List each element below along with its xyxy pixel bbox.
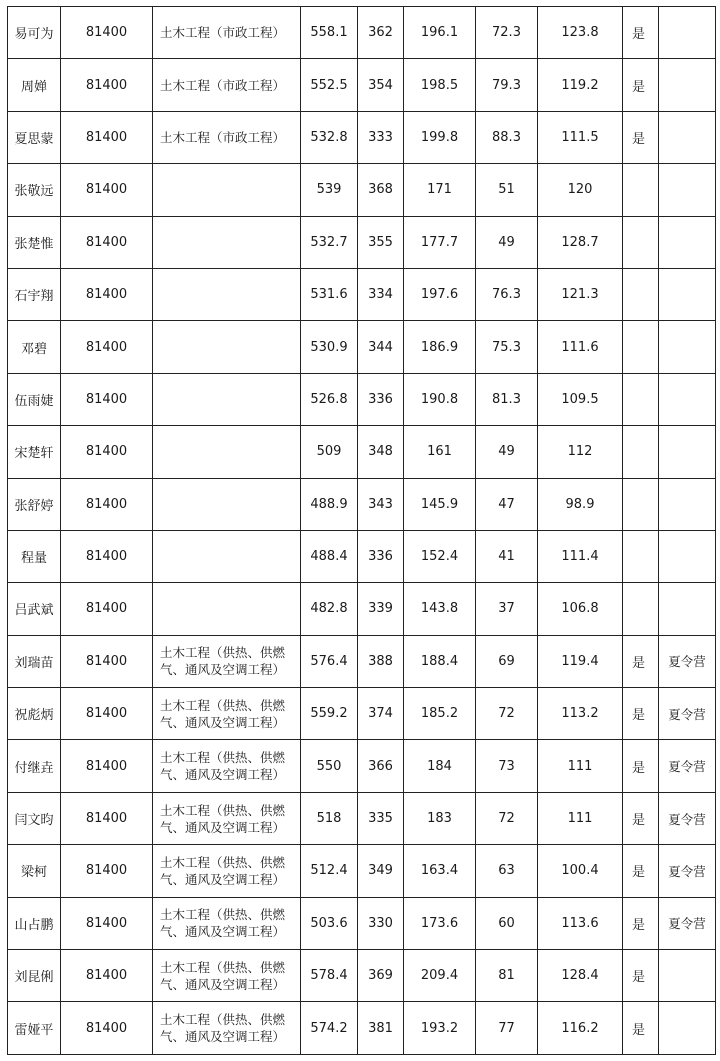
score-cell: 369 — [358, 950, 404, 1002]
major-cell — [153, 950, 301, 1002]
total-score-cell: 531.6 — [301, 268, 358, 320]
note-cell: 夏令营 — [659, 688, 716, 740]
score-cell: 366 — [358, 740, 404, 792]
table-row — [8, 111, 716, 163]
score-cell: 73 — [476, 740, 538, 792]
score-cell: 193.2 — [404, 1002, 476, 1054]
score-cell: 343 — [358, 478, 404, 530]
code-cell: 81400 — [61, 426, 153, 478]
note-cell: 夏令营 — [659, 845, 716, 897]
total-score-cell: 559.2 — [301, 688, 358, 740]
note-cell: 夏令营 — [659, 792, 716, 844]
score-cell: 113.2 — [538, 688, 623, 740]
score-cell: 143.8 — [404, 583, 476, 635]
table-row — [8, 897, 716, 949]
score-cell: 63 — [476, 845, 538, 897]
score-cell: 186.9 — [404, 321, 476, 373]
total-score-cell: 532.8 — [301, 111, 358, 163]
name-cell: 梁柯 — [8, 845, 61, 897]
score-cell: 111 — [538, 740, 623, 792]
note-cell — [659, 268, 716, 320]
total-score-cell: 539 — [301, 164, 358, 216]
score-cell: 72 — [476, 792, 538, 844]
score-cell: 128.7 — [538, 216, 623, 268]
major-line: 土木工程（供热、供燃 — [160, 697, 286, 713]
code-cell: 81400 — [61, 321, 153, 373]
name-cell: 刘昆俐 — [8, 950, 61, 1002]
name-cell: 伍雨婕 — [8, 373, 61, 425]
score-cell: 330 — [358, 897, 404, 949]
name-cell: 刘瑞苗 — [8, 635, 61, 687]
major-cell — [153, 740, 301, 792]
name-cell: 夏思蒙 — [8, 111, 61, 163]
major-cell — [153, 530, 301, 582]
table-row — [8, 530, 716, 582]
code-cell: 81400 — [61, 530, 153, 582]
code-cell: 81400 — [61, 7, 153, 59]
score-cell: 198.5 — [404, 59, 476, 111]
note-cell — [659, 530, 716, 582]
score-cell: 381 — [358, 1002, 404, 1054]
name-cell: 张敬远 — [8, 164, 61, 216]
score-cell: 106.8 — [538, 583, 623, 635]
score-cell: 111 — [538, 792, 623, 844]
major-cell — [153, 635, 301, 687]
code-cell: 81400 — [61, 373, 153, 425]
score-cell: 69 — [476, 635, 538, 687]
total-score-cell: 518 — [301, 792, 358, 844]
flag-cell — [623, 530, 659, 582]
major-line: 气、通风及空调工程） — [160, 662, 286, 678]
total-score-cell: 558.1 — [301, 7, 358, 59]
score-cell: 37 — [476, 583, 538, 635]
score-cell: 184 — [404, 740, 476, 792]
score-cell: 171 — [404, 164, 476, 216]
table-row — [8, 478, 716, 530]
major-line: 土木工程（市政工程） — [160, 129, 286, 145]
flag-cell: 是 — [623, 1002, 659, 1054]
major-cell — [153, 426, 301, 478]
score-cell: 336 — [358, 530, 404, 582]
code-cell: 81400 — [61, 950, 153, 1002]
table-row — [8, 426, 716, 478]
flag-cell — [623, 583, 659, 635]
total-score-cell: 550 — [301, 740, 358, 792]
name-cell: 石宇翔 — [8, 268, 61, 320]
score-cell: 336 — [358, 373, 404, 425]
score-cell: 173.6 — [404, 897, 476, 949]
score-cell: 81 — [476, 950, 538, 1002]
code-cell: 81400 — [61, 268, 153, 320]
total-score-cell: 488.4 — [301, 530, 358, 582]
score-cell: 128.4 — [538, 950, 623, 1002]
code-cell: 81400 — [61, 897, 153, 949]
score-cell: 354 — [358, 59, 404, 111]
major-line: 土木工程（供热、供燃 — [160, 907, 286, 923]
major-cell — [153, 845, 301, 897]
note-cell — [659, 321, 716, 373]
score-cell: 81.3 — [476, 373, 538, 425]
name-cell: 程量 — [8, 530, 61, 582]
flag-cell — [623, 426, 659, 478]
note-cell — [659, 373, 716, 425]
score-cell: 111.4 — [538, 530, 623, 582]
name-cell: 祝彪炳 — [8, 688, 61, 740]
score-cell: 196.1 — [404, 7, 476, 59]
admission-table — [7, 6, 716, 1055]
total-score-cell: 482.8 — [301, 583, 358, 635]
total-score-cell: 512.4 — [301, 845, 358, 897]
table-row — [8, 635, 716, 687]
score-cell: 161 — [404, 426, 476, 478]
code-cell: 81400 — [61, 740, 153, 792]
total-score-cell: 509 — [301, 426, 358, 478]
flag-cell: 是 — [623, 7, 659, 59]
score-cell: 98.9 — [538, 478, 623, 530]
table-row — [8, 373, 716, 425]
score-cell: 348 — [358, 426, 404, 478]
score-cell: 335 — [358, 792, 404, 844]
name-cell: 宋楚轩 — [8, 426, 61, 478]
major-line: 土木工程（供热、供燃 — [160, 1012, 286, 1028]
major-cell — [153, 321, 301, 373]
table-row — [8, 583, 716, 635]
name-cell: 山占鹏 — [8, 897, 61, 949]
major-cell — [153, 478, 301, 530]
score-cell: 374 — [358, 688, 404, 740]
name-cell: 闫文昀 — [8, 792, 61, 844]
code-cell: 81400 — [61, 688, 153, 740]
flag-cell: 是 — [623, 740, 659, 792]
score-cell: 41 — [476, 530, 538, 582]
name-cell: 吕武斌 — [8, 583, 61, 635]
note-cell: 夏令营 — [659, 740, 716, 792]
table-row — [8, 7, 716, 59]
note-cell — [659, 111, 716, 163]
score-cell: 49 — [476, 216, 538, 268]
score-cell: 209.4 — [404, 950, 476, 1002]
table-body — [8, 7, 716, 1055]
score-cell: 116.2 — [538, 1002, 623, 1054]
score-cell: 339 — [358, 583, 404, 635]
flag-cell: 是 — [623, 897, 659, 949]
score-cell: 119.2 — [538, 59, 623, 111]
total-score-cell: 552.5 — [301, 59, 358, 111]
major-cell — [153, 792, 301, 844]
score-cell: 72 — [476, 688, 538, 740]
score-cell: 72.3 — [476, 7, 538, 59]
flag-cell — [623, 164, 659, 216]
note-cell: 夏令营 — [659, 635, 716, 687]
code-cell: 81400 — [61, 59, 153, 111]
table-row — [8, 216, 716, 268]
flag-cell — [623, 321, 659, 373]
score-cell: 60 — [476, 897, 538, 949]
score-cell: 111.6 — [538, 321, 623, 373]
score-cell: 75.3 — [476, 321, 538, 373]
score-cell: 188.4 — [404, 635, 476, 687]
major-line: 气、通风及空调工程） — [160, 924, 286, 940]
major-line: 土木工程（供热、供燃 — [160, 854, 286, 870]
code-cell: 81400 — [61, 111, 153, 163]
score-cell: 120 — [538, 164, 623, 216]
note-cell — [659, 583, 716, 635]
score-cell: 51 — [476, 164, 538, 216]
score-cell: 119.4 — [538, 635, 623, 687]
table-row — [8, 950, 716, 1002]
score-cell: 177.7 — [404, 216, 476, 268]
score-cell: 47 — [476, 478, 538, 530]
note-cell — [659, 216, 716, 268]
score-cell: 109.5 — [538, 373, 623, 425]
major-cell — [153, 1002, 301, 1054]
major-cell — [153, 7, 301, 59]
score-cell: 349 — [358, 845, 404, 897]
score-cell: 183 — [404, 792, 476, 844]
name-cell: 张楚惟 — [8, 216, 61, 268]
flag-cell: 是 — [623, 792, 659, 844]
table-row — [8, 321, 716, 373]
table-row — [8, 845, 716, 897]
flag-cell: 是 — [623, 845, 659, 897]
code-cell: 81400 — [61, 216, 153, 268]
major-line: 气、通风及空调工程） — [160, 871, 286, 887]
major-line: 气、通风及空调工程） — [160, 714, 286, 730]
score-cell: 113.6 — [538, 897, 623, 949]
note-cell — [659, 950, 716, 1002]
name-cell: 周婵 — [8, 59, 61, 111]
major-line: 土木工程（供热、供燃 — [160, 802, 286, 818]
name-cell: 雷娅平 — [8, 1002, 61, 1054]
score-cell: 111.5 — [538, 111, 623, 163]
note-cell — [659, 164, 716, 216]
score-cell: 121.3 — [538, 268, 623, 320]
total-score-cell: 532.7 — [301, 216, 358, 268]
flag-cell: 是 — [623, 59, 659, 111]
score-cell: 368 — [358, 164, 404, 216]
score-cell: 388 — [358, 635, 404, 687]
score-cell: 79.3 — [476, 59, 538, 111]
score-cell: 163.4 — [404, 845, 476, 897]
flag-cell: 是 — [623, 688, 659, 740]
major-cell — [153, 583, 301, 635]
score-cell: 88.3 — [476, 111, 538, 163]
table-row — [8, 1002, 716, 1054]
total-score-cell: 530.9 — [301, 321, 358, 373]
score-cell: 344 — [358, 321, 404, 373]
major-line: 气、通风及空调工程） — [160, 819, 286, 835]
score-cell: 49 — [476, 426, 538, 478]
score-cell: 362 — [358, 7, 404, 59]
total-score-cell: 578.4 — [301, 950, 358, 1002]
flag-cell — [623, 373, 659, 425]
flag-cell: 是 — [623, 111, 659, 163]
total-score-cell: 503.6 — [301, 897, 358, 949]
score-cell: 334 — [358, 268, 404, 320]
score-cell: 185.2 — [404, 688, 476, 740]
name-cell: 邓碧 — [8, 321, 61, 373]
total-score-cell: 526.8 — [301, 373, 358, 425]
score-cell: 197.6 — [404, 268, 476, 320]
total-score-cell: 574.2 — [301, 1002, 358, 1054]
total-score-cell: 488.9 — [301, 478, 358, 530]
flag-cell — [623, 268, 659, 320]
code-cell: 81400 — [61, 478, 153, 530]
score-cell: 190.8 — [404, 373, 476, 425]
major-cell — [153, 373, 301, 425]
score-cell: 355 — [358, 216, 404, 268]
code-cell: 81400 — [61, 792, 153, 844]
flag-cell: 是 — [623, 950, 659, 1002]
major-line: 土木工程（市政工程） — [160, 25, 286, 41]
major-line: 气、通风及空调工程） — [160, 976, 286, 992]
major-cell — [153, 111, 301, 163]
major-cell — [153, 164, 301, 216]
flag-cell — [623, 478, 659, 530]
major-cell — [153, 897, 301, 949]
score-cell: 112 — [538, 426, 623, 478]
table-row — [8, 740, 716, 792]
code-cell: 81400 — [61, 635, 153, 687]
table-row — [8, 688, 716, 740]
major-cell — [153, 59, 301, 111]
score-cell: 77 — [476, 1002, 538, 1054]
major-line: 土木工程（供热、供燃 — [160, 959, 286, 975]
code-cell: 81400 — [61, 583, 153, 635]
score-cell: 100.4 — [538, 845, 623, 897]
table-row — [8, 792, 716, 844]
score-cell: 333 — [358, 111, 404, 163]
total-score-cell: 576.4 — [301, 635, 358, 687]
major-line: 土木工程（供热、供燃 — [160, 750, 286, 766]
table-row — [8, 59, 716, 111]
name-cell: 付继垚 — [8, 740, 61, 792]
major-line: 土木工程（市政工程） — [160, 77, 286, 93]
major-cell — [153, 268, 301, 320]
note-cell — [659, 1002, 716, 1054]
score-cell: 76.3 — [476, 268, 538, 320]
score-cell: 199.8 — [404, 111, 476, 163]
table-row — [8, 164, 716, 216]
note-cell — [659, 7, 716, 59]
code-cell: 81400 — [61, 164, 153, 216]
score-cell: 123.8 — [538, 7, 623, 59]
note-cell — [659, 478, 716, 530]
flag-cell: 是 — [623, 635, 659, 687]
major-cell — [153, 688, 301, 740]
code-cell: 81400 — [61, 1002, 153, 1054]
score-cell: 152.4 — [404, 530, 476, 582]
note-cell — [659, 426, 716, 478]
major-cell — [153, 216, 301, 268]
table-row — [8, 268, 716, 320]
note-cell: 夏令营 — [659, 897, 716, 949]
score-cell: 145.9 — [404, 478, 476, 530]
name-cell: 张舒婷 — [8, 478, 61, 530]
major-line: 气、通风及空调工程） — [160, 1029, 286, 1045]
note-cell — [659, 59, 716, 111]
flag-cell — [623, 216, 659, 268]
major-line: 土木工程（供热、供燃 — [160, 645, 286, 661]
name-cell: 易可为 — [8, 7, 61, 59]
major-line: 气、通风及空调工程） — [160, 767, 286, 783]
code-cell: 81400 — [61, 845, 153, 897]
